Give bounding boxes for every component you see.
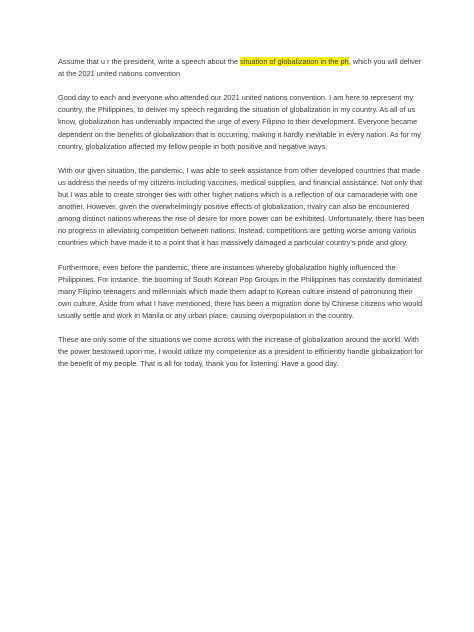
prompt-text-after: , which you will deliver at the 2021 united nations convention <box>58 57 422 79</box>
paragraph-culture-migration: Furthermore, even before the pandemic, there are instances whereby globalization highly influenced the Philippines. For instance, the booming of South Korean Pop Groups in the Philippines has constantly dominated many Filipino teenagers and millennials which made them adapt to Korean culture instead of patronizing their own culture. Aside from what I have mentioned, there has been a migration done by Chinese citizens who would usually settle and work in Manila or any urban place, causing overpopulation in the country. <box>58 262 423 320</box>
highlighted-text: situation of globalization in the ph <box>240 57 349 66</box>
paragraph-pandemic: With our given situation, the pandemic, I was able to seek assistance from other developed countries that made us address the needs of my citizens including vaccines, medical supplies, and financial assistance. Not only that but I was able to create stronger ties with other higher nations which is a reflection of our camaraderie with one another. However, given the overwhelmingly positive effects of globalization, rivalry can also be encountered among distinct nations whereas the rise of desire for more power can be exhibited. Unfortunately, there has been no progress in alleviating competition between nations. Instead, competitions are getting worse among various countries which have made it to a point that it has massively damaged a particular country’s pride and glory. <box>58 165 425 248</box>
document-body <box>58 56 428 383</box>
paragraph-conclusion: These are only some of the situations we come across with the increase of globalization around the world. With the power bestowed upon me, I would utilize my competence as a president to efficiently handle globalization for the benefit of my people. That is all for today, thank you for listening. Have a good day. <box>58 335 423 369</box>
speech-prompt <box>58 56 428 80</box>
prompt-text-before: Assume that u r the president, write a speech about the <box>58 57 241 66</box>
paragraph-introduction: Good day to each and everyone who attended our 2021 united nations convention. I am here to represent my country, the Philippines, to deliver my speech regarding the situation of globalization in my country. As all of us know, globalization has undeniably impacted the urge of every Filipino to their development. Everyone became dependent on the benefits of globalization that is occurring, making it hardly inevitable in every nation. As for my country, globalization affected my fellow people in both positive and negative ways. <box>58 93 421 151</box>
